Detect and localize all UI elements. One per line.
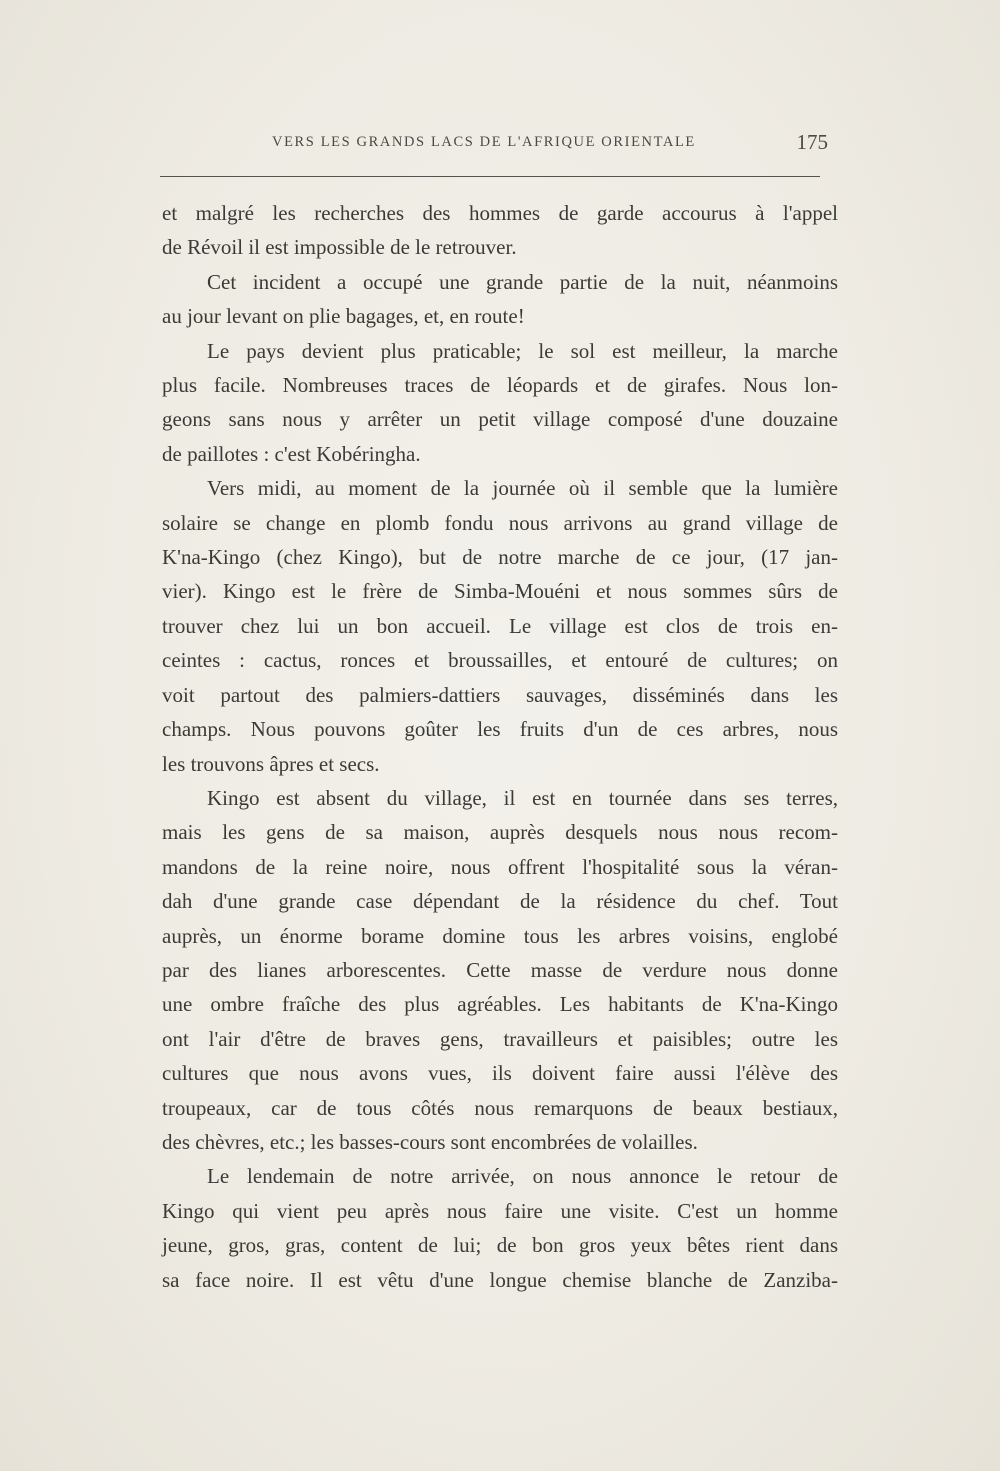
text-line: Kingo qui vient peu après nous faire une visite. C'est un homme: [162, 1198, 838, 1223]
text-line: troupeaux, car de tous côtés nous remarquons de beaux bestiaux,: [162, 1095, 838, 1120]
text-line: mais les gens de sa maison, auprès desquels nous nous recom-: [162, 820, 838, 845]
text-line: trouver chez lui un bon accueil. Le village est clos de trois en-: [162, 613, 838, 638]
text-line: de paillotes : c'est Kobéringha.: [162, 441, 421, 466]
text-line: par des lianes arborescentes. Cette masse de verdure nous donne: [162, 957, 838, 982]
text-line: les trouvons âpres et secs.: [162, 751, 380, 776]
running-title: VERS LES GRANDS LACS DE L'AFRIQUE ORIENTALE: [272, 134, 696, 150]
header-rule: [160, 176, 820, 177]
text-line: K'na-Kingo (chez Kingo), but de notre marche de ce jour, (17 jan-: [162, 545, 838, 570]
text-line: cultures que nous avons vues, ils doivent faire aussi l'élève des: [162, 1061, 838, 1086]
text-line: jeune, gros, gras, content de lui; de bon gros yeux bêtes rient dans: [162, 1233, 838, 1258]
text-line: ceintes : cactus, ronces et broussailles, et entouré de cultures; on: [162, 648, 838, 673]
text-line: sa face noire. Il est vêtu d'une longue chemise blanche de Zanziba-: [162, 1267, 838, 1292]
text-line: auprès, un énorme borame domine tous les arbres voisins, englobé: [162, 923, 838, 948]
text-line: champs. Nous pouvons goûter les fruits d'un de ces arbres, nous: [162, 717, 838, 742]
text-line: voit partout des palmiers-dattiers sauvages, disséminés dans les: [162, 682, 838, 707]
text-line: Le pays devient plus praticable; le sol est meilleur, la marche: [207, 338, 838, 363]
text-line: des chèvres, etc.; les basses-cours sont encombrées de volailles.: [162, 1129, 698, 1154]
text-line: mandons de la reine noire, nous offrent l'hospitalité sous la véran-: [162, 854, 838, 879]
body-text: [162, 196, 838, 1297]
text-line: solaire se change en plomb fondu nous arrivons au grand village de: [162, 510, 838, 535]
text-line: et malgré les recherches des hommes de garde accourus à l'appel: [162, 201, 838, 225]
text-line: Kingo est absent du village, il est en tournée dans ses terres,: [207, 785, 838, 810]
text-line: une ombre fraîche des plus agréables. Les habitants de K'na-Kingo: [162, 992, 838, 1017]
text-line: geons sans nous y arrêter un petit village composé d'une douzaine: [162, 407, 838, 432]
text-line: plus facile. Nombreuses traces de léopards et de girafes. Nous lon-: [162, 373, 838, 398]
text-line: dah d'une grande case dépendant de la résidence du chef. Tout: [162, 889, 838, 914]
text-line: de Révoil il est impossible de le retrouver.: [162, 235, 517, 260]
text-line: Cet incident a occupé une grande partie de la nuit, néanmoins: [207, 269, 838, 294]
text-line: au jour levant on plie bagages, et, en route!: [162, 304, 525, 329]
running-head: [160, 128, 834, 160]
text-line: ont l'air d'être de braves gens, travailleurs et paisibles; outre les: [162, 1026, 838, 1051]
text-line: Le lendemain de notre arrivée, on nous annonce le retour de: [207, 1164, 838, 1189]
text-line: vier). Kingo est le frère de Simba-Mouéni et nous sommes sûrs de: [162, 579, 838, 604]
text-line: Vers midi, au moment de la journée où il semble que la lumière: [207, 476, 838, 501]
page-number: 175: [796, 130, 828, 154]
